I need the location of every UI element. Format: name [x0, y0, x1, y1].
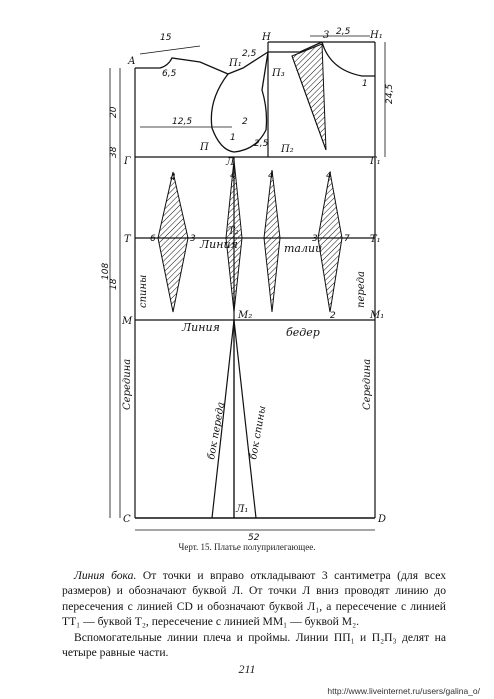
- label-L: Л: [226, 157, 235, 168]
- word-pereda: переда: [356, 271, 367, 308]
- num-7: 7: [344, 234, 350, 244]
- label-T1: Т₁: [370, 234, 381, 245]
- num-3-a: 3: [190, 234, 196, 244]
- word-liniya-beder: Линия: [182, 321, 220, 334]
- label-H: Н: [262, 32, 271, 43]
- paragraph-side-line: [62, 568, 446, 630]
- num-2-a: 2: [242, 117, 248, 127]
- label-T: Т: [124, 234, 131, 245]
- word-seredina-right: Середина: [362, 358, 373, 410]
- num-15: 15: [160, 33, 172, 43]
- num-1-b: 1: [362, 79, 368, 89]
- dimension-lines: [110, 36, 385, 530]
- num-4-d: 4: [326, 171, 332, 181]
- num-18: 18: [109, 278, 119, 290]
- label-M: М: [122, 316, 133, 327]
- front-shoulder-dart: [292, 44, 326, 150]
- label-C: С: [123, 514, 131, 525]
- label-T2: Т₂: [228, 226, 239, 237]
- label-H1: Н₁: [370, 30, 383, 41]
- label-D: D: [378, 514, 387, 525]
- paragraph-side-line-text: От точки и вправо откладывают 3 сантиметра (для всех размеров) и обозначают буквой Л. От точки Л вниз проводят линию до пересечения с линией CD и обозначают буквой Л₁, а пересечение с линией ТТ₁ — буквой Т₂, пересечение с линией ММ₁ — буквой М₂.: [62, 569, 446, 629]
- num-4-b: 4: [230, 171, 236, 181]
- word-seredina-left: Середина: [122, 358, 133, 410]
- word-bok-pereda: бок переда: [206, 401, 228, 461]
- num-4-c: 4: [268, 171, 274, 181]
- num-2-b: 2: [330, 311, 336, 321]
- label-M1: М₁: [370, 310, 385, 321]
- label-three: 3: [323, 30, 330, 41]
- figure-caption: Черт. 15. Платье полуприлегающее.: [178, 542, 316, 552]
- word-bok-spiny: бок спины: [248, 404, 269, 461]
- word-beder: бедер: [286, 326, 320, 339]
- num-1-a: 1: [230, 133, 236, 143]
- label-P3: П₃: [272, 68, 285, 79]
- num-2-5-b: 2,5: [336, 27, 351, 37]
- label-M2: М₂: [238, 310, 253, 321]
- label-G1: Г₁: [370, 156, 381, 167]
- num-108: 108: [101, 262, 111, 280]
- num-4-a: 4: [170, 173, 176, 183]
- num-20: 20: [109, 106, 119, 118]
- paragraph-auxiliary-lines: Вспомогательные линии плеча и проймы. Линии ПП₁ и П₂П₃ делят на четыре равные части.: [62, 631, 446, 660]
- num-24-5: 24,5: [385, 83, 395, 104]
- source-url[interactable]: http://www.liveinternet.ru/users/galina_o/: [327, 686, 480, 696]
- num-6-5: 6,5: [162, 69, 177, 79]
- label-P2: П₂: [281, 144, 294, 155]
- page-number: 211: [238, 662, 256, 676]
- word-spiny: спины: [138, 274, 149, 308]
- word-liniya-talii: Линия: [200, 238, 238, 251]
- num-12-5: 12,5: [172, 117, 193, 127]
- num-52: 52: [248, 533, 260, 543]
- term-liniya-boka: Линия бока.: [74, 569, 137, 582]
- num-3-b: 3: [312, 234, 318, 244]
- label-L1: Л₁: [236, 504, 249, 515]
- word-talii: талии: [284, 242, 323, 255]
- label-G: Г: [124, 156, 131, 167]
- num-2-5-c: 2,5: [254, 139, 269, 149]
- label-P1: П₁: [229, 58, 242, 69]
- label-P: П: [200, 142, 209, 153]
- num-2-5-a: 2,5: [242, 49, 257, 59]
- label-A: А: [128, 56, 136, 67]
- num-6: 6: [150, 234, 156, 244]
- num-38: 38: [109, 146, 119, 158]
